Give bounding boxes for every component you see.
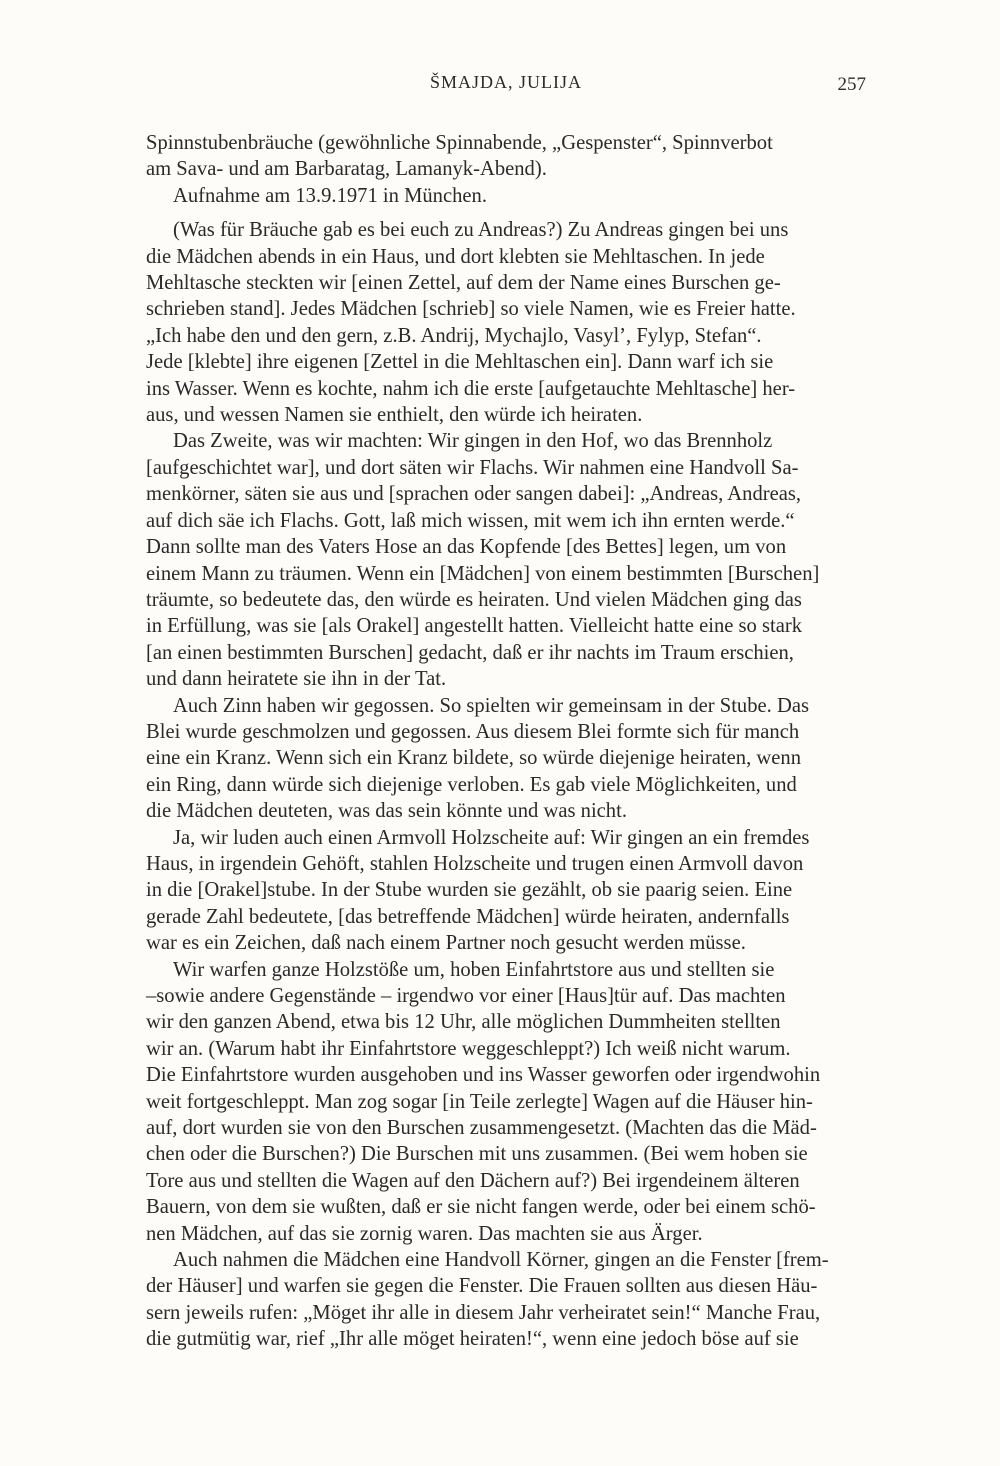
paragraph	[146, 217, 878, 428]
text-line: Spinnstubenbräuche (gewöhnliche Spinnabende, „Gespenster“, Spinnverbot	[146, 132, 773, 154]
text-line: –sowie andere Gegenstände – irgendwo vor einer [Haus]tür auf. Das machten	[146, 985, 786, 1007]
text-line: auf dich säe ich Flachs. Gott, laß mich wissen, mit wem ich ihn ernten werde.“	[146, 509, 795, 532]
text-line: Ja, wir luden auch einen Armvoll Holzscheite auf: Wir gingen an ein fremdes	[173, 826, 810, 849]
text-line: Das Zweite, was wir machten: Wir gingen in den Hof, wo das Brennholz	[173, 430, 773, 453]
page-number: 257	[837, 74, 866, 95]
body-text	[146, 130, 878, 1353]
text-line: der Häuser] und warfen sie gegen die Fenster. Die Frauen sollten aus diesen Häu-	[146, 1275, 818, 1298]
text-line: wir an. (Warum habt ihr Einfahrtstore weggeschleppt?) Ich weiß nicht warum.	[146, 1037, 791, 1060]
text-line: sern jeweils rufen: „Möget ihr alle in diesem Jahr verheiratet sein!“ Manche Frau,	[146, 1301, 821, 1324]
text-line: [an einen bestimmten Burschen] gedacht, daß er ihr nachts im Traum erschien,	[146, 641, 794, 664]
paragraph	[146, 183, 878, 209]
text-line: auf, dort wurden sie von den Burschen zusammengesetzt. (Machten das die Mäd-	[146, 1117, 817, 1140]
text-line: [aufgeschichtet war], und dort säten wir Flachs. Wir nahmen eine Handvoll Sa-	[146, 456, 799, 479]
text-line: gerade Zahl bedeutete, [das betreffende Mädchen] würde heiraten, andernfalls	[146, 905, 790, 928]
text-line: die gutmütig war, rief „Ihr alle möget heiraten!“, wenn eine jedoch böse auf sie	[146, 1328, 799, 1351]
text-line: war es ein Zeichen, daß nach einem Partner noch gesucht werden müsse.	[146, 932, 746, 955]
text-line: Jede [klebte] ihre eigenen [Zettel in die Mehltaschen ein]. Dann warf ich sie	[146, 351, 774, 374]
text-line: einem Mann zu träumen. Wenn ein [Mädchen] von einem bestimmten [Burschen]	[146, 562, 820, 585]
text-line: Mehltasche steckten wir [einen Zettel, auf dem der Name eines Burschen ge-	[146, 272, 781, 295]
text-line: wir den ganzen Abend, etwa bis 12 Uhr, alle möglichen Dummheiten stellten	[146, 1011, 781, 1034]
text-line: träumte, so bedeutete das, den würde es heiraten. Und vielen Mädchen ging das	[146, 588, 802, 611]
text-line: schrieben stand]. Jedes Mädchen [schrieb] so viele Namen, wie es Freier hatte.	[146, 298, 796, 321]
text-line: Tore aus und stellten die Wagen auf den Dächern auf?) Bei irgendeinem älteren	[146, 1169, 800, 1192]
text-line: Blei wurde geschmolzen und gegossen. Aus diesem Blei formte sich für manch	[146, 720, 800, 743]
paragraph	[146, 957, 878, 1247]
text-line: Aufnahme am 13.9.1971 in München.	[173, 184, 487, 207]
text-line: ein Ring, dann würde sich diejenige verloben. Es gab viele Möglichkeiten, und	[146, 773, 797, 796]
paragraph	[146, 428, 878, 692]
text-line: menkörner, säten sie aus und [sprachen oder sangen dabei]: „Andreas, Andreas,	[146, 483, 802, 506]
text-line: chen oder die Burschen?) Die Burschen mit uns zusammen. (Bei wem hoben sie	[146, 1143, 808, 1166]
paragraph	[146, 825, 878, 957]
text-line: Wir warfen ganze Holzstöße um, hoben Einfahrtstore aus und stellten sie	[173, 958, 775, 981]
running-title: ŠMAJDA, JULIJA	[429, 72, 582, 92]
text-line: eine ein Kranz. Wenn sich ein Kranz bildete, so würde diejenige heiraten, wenn	[146, 747, 801, 770]
text-line: weit fortgeschleppt. Man zog sogar [in Teile zerlegte] Wagen auf die Häuser hin-	[146, 1090, 813, 1113]
text-line: nen Mädchen, auf das sie zornig waren. Das machten sie aus Ärger.	[146, 1222, 703, 1245]
text-line: aus, und wessen Namen sie enthielt, den würde ich heiraten.	[146, 404, 643, 427]
text-line: die Mädchen abends in ein Haus, und dort klebten sie Mehltaschen. In jede	[146, 245, 765, 268]
paragraph	[146, 1247, 878, 1353]
text-line: ins Wasser. Wenn es kochte, nahm ich die erste [aufgetauchte Mehltasche] her-	[146, 377, 796, 400]
text-line: Auch nahmen die Mädchen eine Handvoll Körner, gingen an die Fenster [frem-	[173, 1249, 829, 1272]
text-line: Dann sollte man des Vaters Hose an das Kopfende [des Bettes] legen, um von	[146, 536, 787, 559]
text-line: „Ich habe den und den gern, z.B. Andrij, Mychajlo, Vasyl’, Fylyp, Stefan“.	[146, 324, 762, 347]
text-line: am Sava- und am Barbaratag, Lamanyk-Abend).	[146, 158, 547, 181]
page-header	[146, 72, 866, 102]
text-line: Haus, in irgendein Gehöft, stahlen Holzscheite und trugen einen Armvoll davon	[146, 852, 804, 875]
text-line: die Mädchen deuteten, was das sein könnte und was nicht.	[146, 800, 627, 823]
text-line: Die Einfahrtstore wurden ausgehoben und ins Wasser geworfen oder irgendwohin	[146, 1064, 821, 1087]
paragraph-gap	[146, 209, 878, 217]
text-line: Bauern, von dem sie wußten, daß er sie nicht fangen werde, oder bei einem schö-	[146, 1196, 816, 1219]
paragraph	[146, 130, 878, 183]
paragraph	[146, 693, 878, 825]
text-line: und dann heiratete sie ihn in der Tat.	[146, 668, 447, 691]
text-line: Auch Zinn haben wir gegossen. So spielten wir gemeinsam in der Stube. Das	[173, 694, 809, 717]
text-line: in die [Orakel]stube. In der Stube wurden sie gezählt, ob sie paarig seien. Eine	[146, 879, 793, 902]
text-line: in Erfüllung, was sie [als Orakel] angestellt hatten. Vielleicht hatte eine so stark	[146, 615, 803, 638]
text-line: (Was für Bräuche gab es bei euch zu Andreas?) Zu Andreas gingen bei uns	[173, 219, 789, 242]
